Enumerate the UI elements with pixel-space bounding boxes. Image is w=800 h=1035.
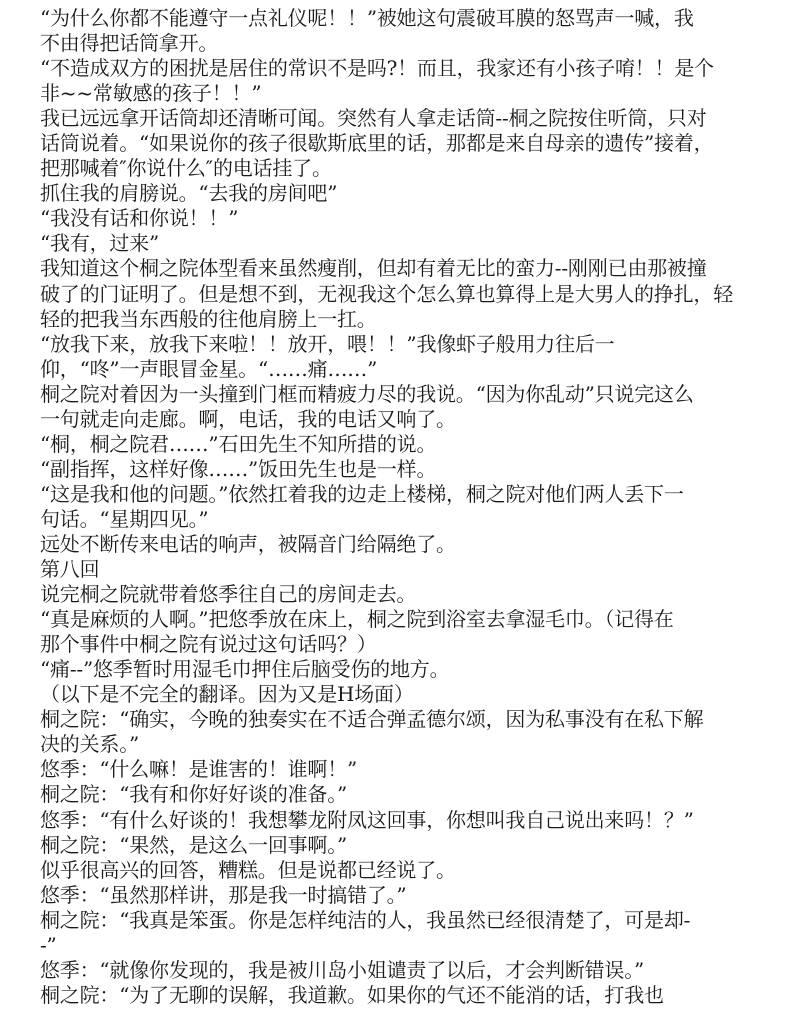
text-line: “我有，过来” <box>40 231 160 256</box>
text-line: 破了的门证明了。但是想不到，无视我这个怎么算也算得上是大男人的挣扎，轻 <box>40 281 733 306</box>
text-line: 句话。“星期四见。” <box>40 506 209 531</box>
text-line: 悠季：“就像你发现的，我是被川岛小姐谴责了以后，才会判断错误。” <box>40 957 645 982</box>
text-line: “桐，桐之院君……”石田先生不知所措的说。 <box>40 431 437 456</box>
text-line: 仰，“咚”一声眼冒金星。“……痛……” <box>40 356 378 381</box>
chapter-heading: 第八回 <box>40 557 100 582</box>
text-line: 桐之院：“为了无聊的误解，我道歉。如果你的气还不能消的话，打我也 <box>40 982 664 1007</box>
text-line: “这是我和他的问题。”依然扛着我的边走上楼梯，桐之院对他们两人丢下一 <box>40 481 684 506</box>
text-line: “真是麻烦的人啊。”把悠季放在床上，桐之院到浴室去拿湿毛巾。（记得在 <box>40 607 674 632</box>
text-line: 说完桐之院就带着悠季往自己的房间走去。 <box>40 582 417 607</box>
text-line: 决的关系。” <box>40 732 140 757</box>
text-line: 轻的把我当东西般的往他肩膀上一扛。 <box>40 306 377 331</box>
text-line: 非~~常敏感的孩子！！” <box>40 81 262 106</box>
text-line: 把那喊着″你说什么″的电话挂了。 <box>40 156 332 181</box>
text-line: “痛--”悠季暂时用湿毛巾押住后脑受伤的地方。 <box>40 657 450 682</box>
text-line: 桐之院：“确实，今晚的独奏实在不适合弹孟德尔颂，因为私事没有在私下解 <box>40 707 704 732</box>
text-line: 抓住我的肩膀说。“去我的房间吧” <box>40 181 338 206</box>
text-line: “不造成双方的困扰是居住的常识不是吗?！而且，我家还有小孩子唷！！是个 <box>40 56 714 81</box>
document-body <box>40 6 780 1008</box>
text-line: 悠季：“有什么好谈的！我想攀龙附凤这回事，你想叫我自己说出来吗！？” <box>40 807 694 832</box>
text-line: 那个事件中桐之院有说过这句话吗？） <box>40 632 377 657</box>
text-line: “为什么你都不能遵守一点礼仪呢！！”被她这句震破耳膜的怒骂声一喊，我 <box>40 6 694 30</box>
text-line: （以下是不完全的翻译。因为又是H场面） <box>40 682 414 707</box>
text-line: 桐之院：“果然，是这么一回事啊。” <box>40 832 348 857</box>
text-line: 悠季：“什么嘛！是谁害的！谁啊！” <box>40 757 358 782</box>
text-line: “我没有话和你说！！” <box>40 206 239 231</box>
text-line: -” <box>40 932 57 957</box>
text-line: 桐之院：“我真是笨蛋。你是怎样纯洁的人，我虽然已经很清楚了，可是却- <box>40 907 691 932</box>
text-line: 悠季：“虽然那样讲，那是我一时搞错了。” <box>40 882 407 907</box>
text-line: 远处不断传来电话的响声，被隔音门给隔绝了。 <box>40 531 456 556</box>
text-line: 我知道这个桐之院体型看来虽然瘦削，但却有着无比的蛮力--刚刚已由那被撞 <box>40 256 707 281</box>
text-line: 桐之院对着因为一头撞到门框而精疲力尽的我说。“因为你乱动”只说完这么 <box>40 381 694 406</box>
text-line: “副指挥，这样好像……”饭田先生也是一样。 <box>40 456 437 481</box>
text-line: 话筒说着。“如果说你的孩子很歇斯底里的话，那都是来自母亲的遗传”接着， <box>40 131 714 156</box>
text-line: 桐之院：“我有和你好好谈的准备。” <box>40 782 348 807</box>
text-line: 似乎很高兴的回答，糟糕。但是说都已经说了。 <box>40 857 456 882</box>
text-line: “放我下来，放我下来啦！！放开，喂！！”我像虾子般用力往后一 <box>40 331 615 356</box>
text-line: 我已远远拿开话筒却还清晰可闻。突然有人拿走话筒--桐之院按住听筒，只对 <box>40 106 707 131</box>
text-line: 不由得把话筒拿开。 <box>40 31 219 56</box>
text-line: 一句就走向走廊。啊，电话，我的电话又响了。 <box>40 406 456 431</box>
